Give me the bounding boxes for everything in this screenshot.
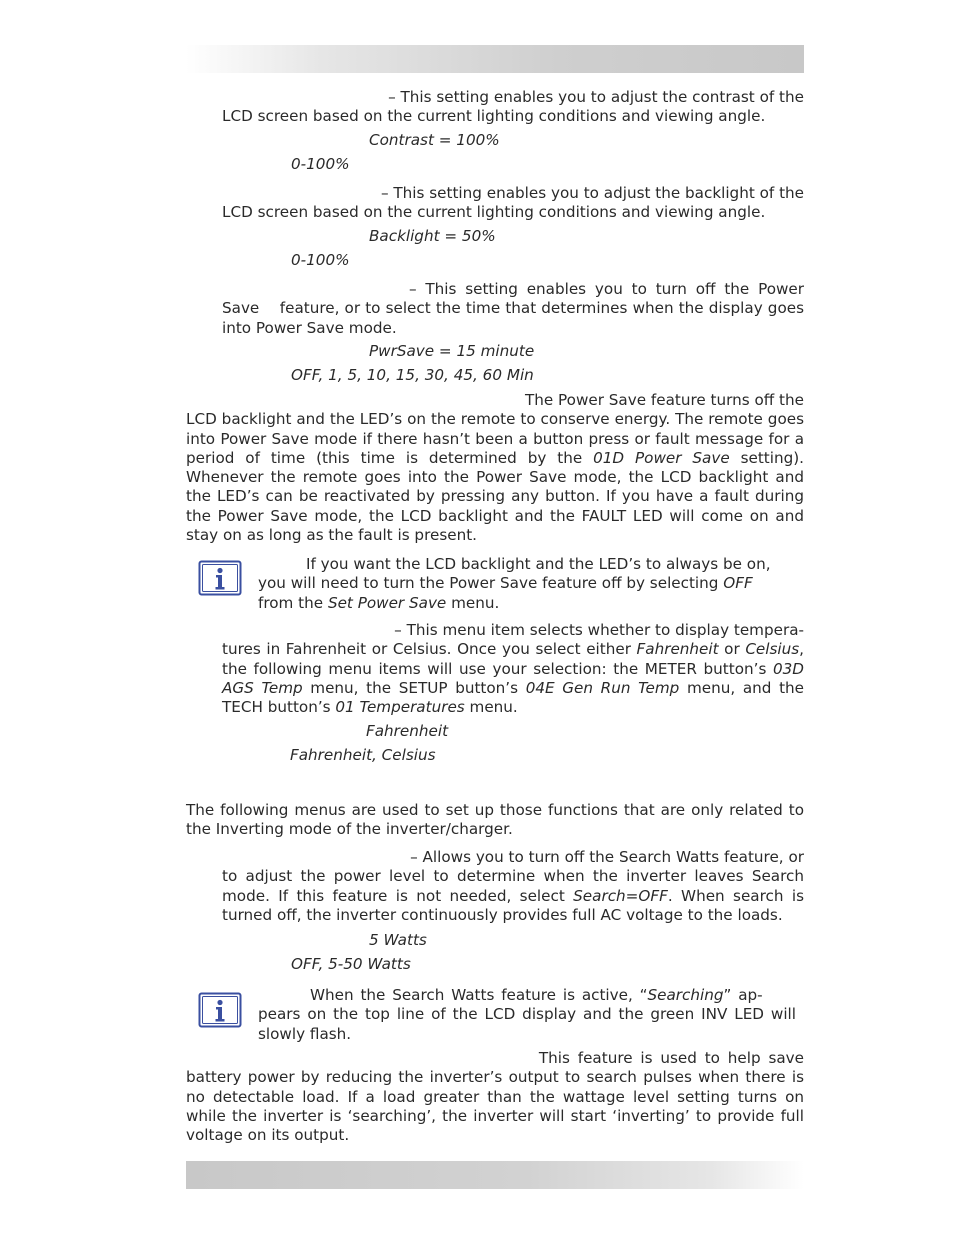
header-bar	[186, 45, 804, 73]
inverting-intro: The following menus are used to set up those functions that are only related to the Inverting mode of the inverter/charger.	[186, 801, 804, 839]
temp-range: Fahrenheit, Celsius	[290, 746, 436, 764]
search-info-paragraph: This feature is used to help save battery power by reducing the inverter’s output to search pulses when there is no detectable load. If a load greater than the wattage level setting turns on while the inverter is ‘searching’, the inverter will start ‘inverting’ to provide full voltage on its output.	[186, 1049, 804, 1145]
search-default: 5 Watts	[369, 931, 427, 949]
temp-description: – This menu item selects whether to display tempera- tures in Fahrenheit or Celsius. Once you select either Fahrenheit or Celsius, the following menu items will use your selection: the METER button’s 03D AGS Temp menu, the SETUP button’s 04E Gen Run Temp menu, and the TECH button’s 01 Temperatures menu.	[222, 621, 804, 717]
powersave-range: OFF, 1, 5, 10, 15, 30, 45, 60 Min	[291, 366, 534, 384]
backlight-description: – This setting enables you to adjust the backlight of the LCD screen based on the current lighting conditions and viewing angle.	[222, 184, 804, 222]
note-search-watts: When the Search Watts feature is active, “Searching” ap- pears on the top line of the LCD display and the green INV LED will slowly flash.	[258, 986, 796, 1043]
contrast-range: 0-100%	[291, 155, 350, 173]
footer-bar	[186, 1161, 804, 1189]
contrast-default: Contrast = 100%	[369, 131, 500, 149]
search-range: OFF, 5-50 Watts	[291, 955, 411, 973]
temp-default: Fahrenheit	[366, 722, 449, 740]
powersave-description: – This setting enables you to turn off the Power Save feature, or to select the time that determines when the display goes into Power Save mode.	[222, 280, 809, 337]
backlight-range: 0-100%	[291, 251, 350, 269]
powersave-info-paragraph: The Power Save feature turns off the LCD backlight and the LED’s on the remote to conserve energy. The remote goes into Power Save mode if there hasn’t been a button press or fault message for a period of time (this time is determined by the 01D Power Save setting). Whenever the remote goes into the Power Save mode, the LCD backlight and the LED’s can be reactivated by pressing any button. If you have a fault during the Power Save mode, the LCD backlight and the FAULT LED will come on and stay on as long as the fault is present.	[186, 391, 804, 545]
contrast-description: – This setting enables you to adjust the contrast of the LCD screen based on the current lighting conditions and viewing angle.	[222, 88, 804, 126]
info-icon	[198, 992, 242, 1028]
info-icon	[198, 560, 242, 596]
note-power-save: If you want the LCD backlight and the LED’s to always be on, you will need to turn the Power Save feature off by selecting OFF from the Set Power Save menu.	[258, 555, 771, 612]
backlight-default: Backlight = 50%	[369, 227, 496, 245]
powersave-default: PwrSave = 15 minute	[369, 342, 535, 360]
search-description: – Allows you to turn off the Search Watts feature, or to adjust the power level to determine when the inverter leaves Search mode. If this feature is not needed, select Search=OFF. When search is turned off, the inverter continuously provides full AC voltage to the loads.	[222, 848, 804, 924]
